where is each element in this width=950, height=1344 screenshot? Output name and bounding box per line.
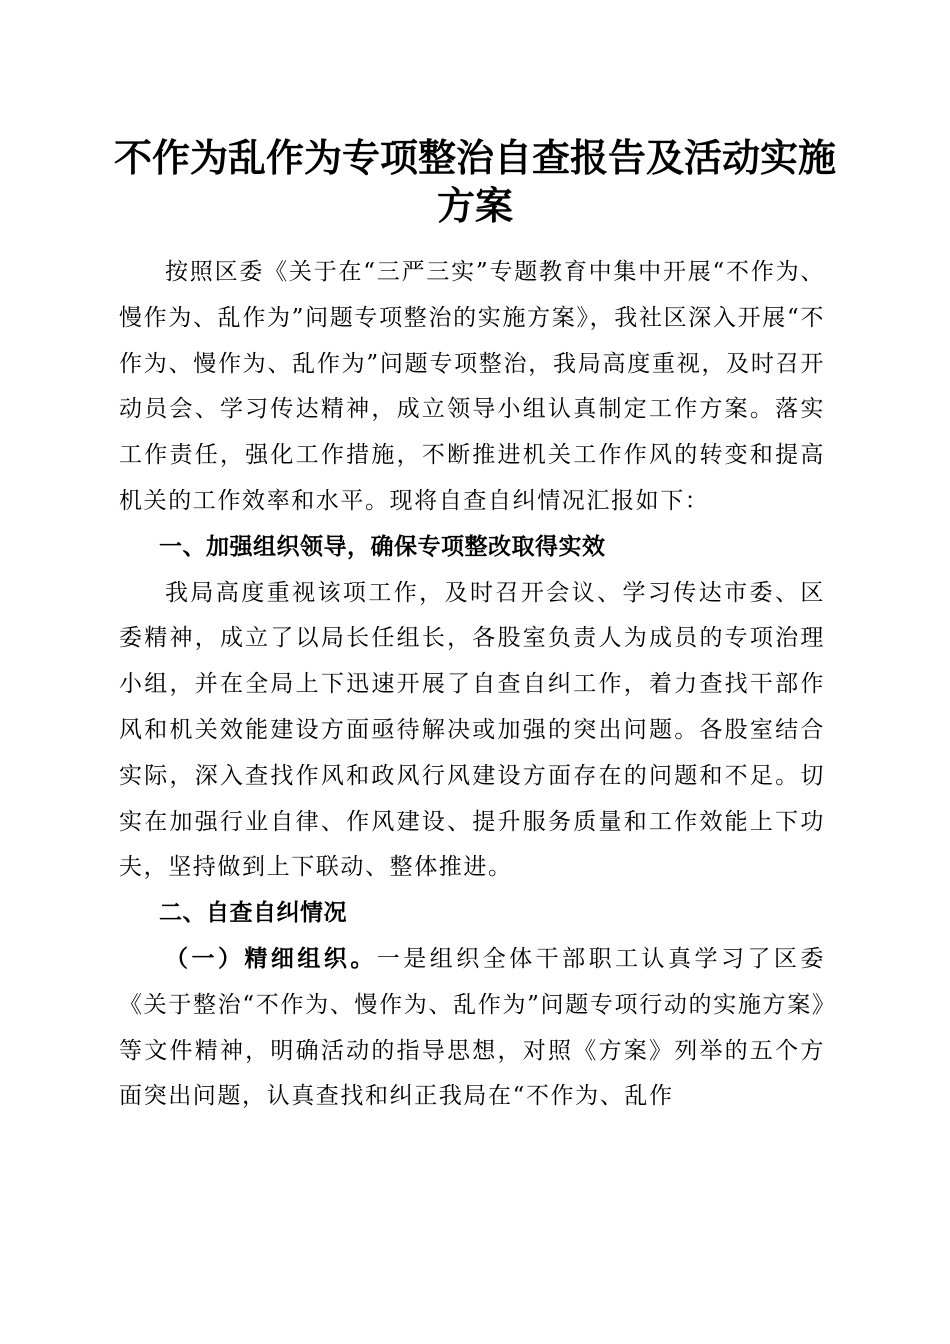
- section-2-heading: 二、自查自纠情况: [159, 900, 347, 927]
- document-body: [119, 250, 825, 1120]
- section-1-heading: 一、加强组织领导，确保专项整改取得实效: [159, 533, 606, 560]
- section-2-item-1-paragraph: [119, 937, 825, 1120]
- intro-paragraph: 按照区委《关于在“三严三实”专题教育中集中开展“不作为、慢作为、乱作为”问题专项整治的实施方案》，我社区深入开展“不作为、慢作为、乱作为”问题专项整治，我局高度重视，及时召开动员会、学习传达精神，成立领导小组认真制定工作方案。落实工作责任，强化工作措施，不断推进机关工作作风的转变和提高机关的工作效率和水平。现将自查自纠情况汇报如下：: [119, 259, 825, 514]
- document-title: 不作为乱作为专项整治自查报告及活动实施方案: [113, 135, 836, 228]
- section-2-item-1-body: 一是组织全体干部职工认真学习了区委《关于整治“不作为、慢作为、乱作为”问题专项行动的实施方案》等文件精神，明确活动的指导思想，对照《方案》列举的五个方面突出问题，认真查找和纠正我局在“不作为、乱作: [119, 945, 825, 1110]
- section-2-item-1-lead: （一）精细组织。: [165, 945, 377, 972]
- section-1-paragraph: 我局高度重视该项工作，及时召开会议、学习传达市委、区委精神，成立了以局长任组长，各股室负责人为成员的专项治理小组，并在全局上下迅速开展了自查自纠工作，着力查找干部作风和机关效能建设方面亟待解决或加强的突出问题。各股室结合实际，深入查找作风和政风行风建设方面存在的问题和不足。切实在加强行业自律、作风建设、提升服务质量和工作效能上下功夫，坚持做到上下联动、整体推进。: [119, 579, 825, 881]
